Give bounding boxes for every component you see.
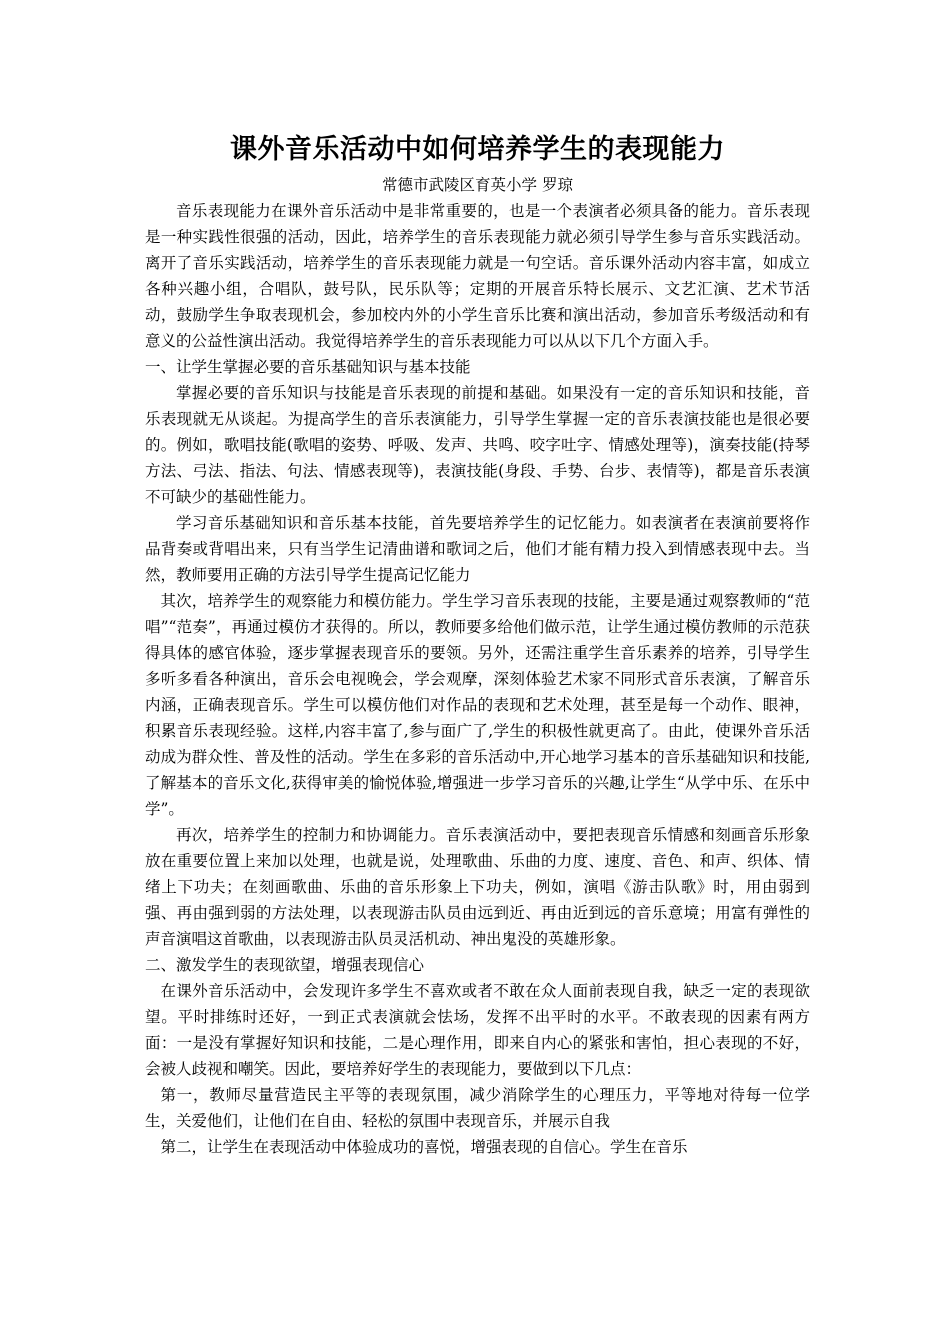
paragraph-skills: 掌握必要的音乐知识与技能是音乐表现的前提和基础。如果没有一定的音乐知识和技能，音乐表现就无从谈起。为提高学生的音乐表演能力，引导学生掌握一定的音乐表演技能也是很必要的。例如，歌唱技能(歌唱的姿势、呼吸、发声、共鸣、咬字吐字、情感处理等)，演奏技能(持琴方法、弓法、指法、句法、情感表现等)，表演技能(身段、手势、台步、表情等)，都是音乐表演不可缺少的基础性能力。 xyxy=(145,384,810,506)
document-title: 课外音乐活动中如何培养学生的表现能力 xyxy=(230,134,725,165)
paragraph-desire: 在课外音乐活动中，会发现许多学生不喜欢或者不敢在众人面前表现自我，缺乏一定的表现欲望。平时排练时还好，一到正式表演就会怯场，发挥不出平时的水平。不敢表现的因素有两方面：一是没有掌握好知识和技能，二是心理作用，即来自内心的紧张和害怕，担心表现的不好，会被人歧视和嘲笑。因此，要培养好学生的表现能力，要做到以下几点： xyxy=(145,982,810,1078)
section-heading-1: 一、让学生掌握必要的音乐基础知识与基本技能 xyxy=(145,358,471,376)
paragraph-second: 第二，让学生在表现活动中体验成功的喜悦，增强表现的自信心。学生在音乐 xyxy=(160,1138,688,1156)
paragraph-observation: 其次，培养学生的观察能力和模仿能力。学生学习音乐表现的技能，主要是通过观察教师的“范唱”“范奏”，再通过模仿才获得的。所以，教师要多给他们做示范，让学生通过模仿教师的示范获得具体的感官体验，逐步掌握表现音乐的要领。另外，还需注重学生音乐素养的培养，引导学生多听多看各种演出，音乐会电视晚会，学会观摩，深刻体验艺术家不同形式音乐表演，了解音乐内涵，正确表现音乐。学生可以模仿他们对作品的表现和艺术处理，甚至是每一个动作、眼神，积累音乐表现经验。这样,内容丰富了,参与面广了,学生的积极性就更高了。由此，使课外音乐活动成为群众性、普及性的活动。学生在多彩的音乐活动中,开心地学习基本的音乐基础知识和技能,了解基本的音乐文化,获得审美的愉悦体验,增强进一步学习音乐的兴趣,让学生“从学中乐、在乐中学”。 xyxy=(145,592,810,818)
document-page xyxy=(145,128,810,1160)
paragraph-memory: 学习音乐基础知识和音乐基本技能，首先要培养学生的记忆能力。如表演者在表演前要将作品背奏或背唱出来，只有当学生记清曲谱和歌词之后，他们才能有精力投入到情感表现中去。当然，教师要用正确的方法引导学生提高记忆能力 xyxy=(145,514,810,584)
section-heading-2: 二、激发学生的表现欲望，增强表现信心 xyxy=(145,956,425,974)
paragraph-control: 再次，培养学生的控制力和协调能力。音乐表演活动中，要把表现音乐情感和刻画音乐形象放在重要位置上来加以处理，也就是说，处理歌曲、乐曲的力度、速度、音色、和声、织体、情绪上下功夫；在刻画歌曲、乐曲的音乐形象上下功夫，例如，演唱《游击队歌》时，用由弱到强、再由强到弱的方法处理，以表现游击队员由远到近、再由近到远的音乐意境；用富有弹性的声音演唱这首歌曲，以表现游击队员灵活机动、神出鬼没的英雄形象。 xyxy=(145,826,810,948)
document-body xyxy=(145,198,810,1160)
paragraph-first: 第一，教师尽量营造民主平等的表现氛围，减少消除学生的心理压力，平等地对待每一位学生，关爱他们，让他们在自由、轻松的氛围中表现音乐，并展示自我 xyxy=(145,1086,810,1130)
document-author: 常德市武陵区育英小学 罗琼 xyxy=(382,176,573,194)
paragraph-intro: 音乐表现能力在课外音乐活动中是非常重要的，也是一个表演者必须具备的能力。音乐表现是一种实践性很强的活动，因此，培养学生的音乐表现能力就必须引导学生参与音乐实践活动。离开了音乐实践活动，培养学生的音乐表现能力就是一句空话。音乐课外活动内容丰富，如成立各种兴趣小组，合唱队，鼓号队，民乐队等；定期的开展音乐特长展示、文艺汇演、艺术节活动，鼓励学生争取表现机会，参加校内外的小学生音乐比赛和演出活动，参加音乐考级活动和有意义的公益性演出活动。我觉得培养学生的音乐表现能力可以从以下几个方面入手。 xyxy=(145,202,810,350)
